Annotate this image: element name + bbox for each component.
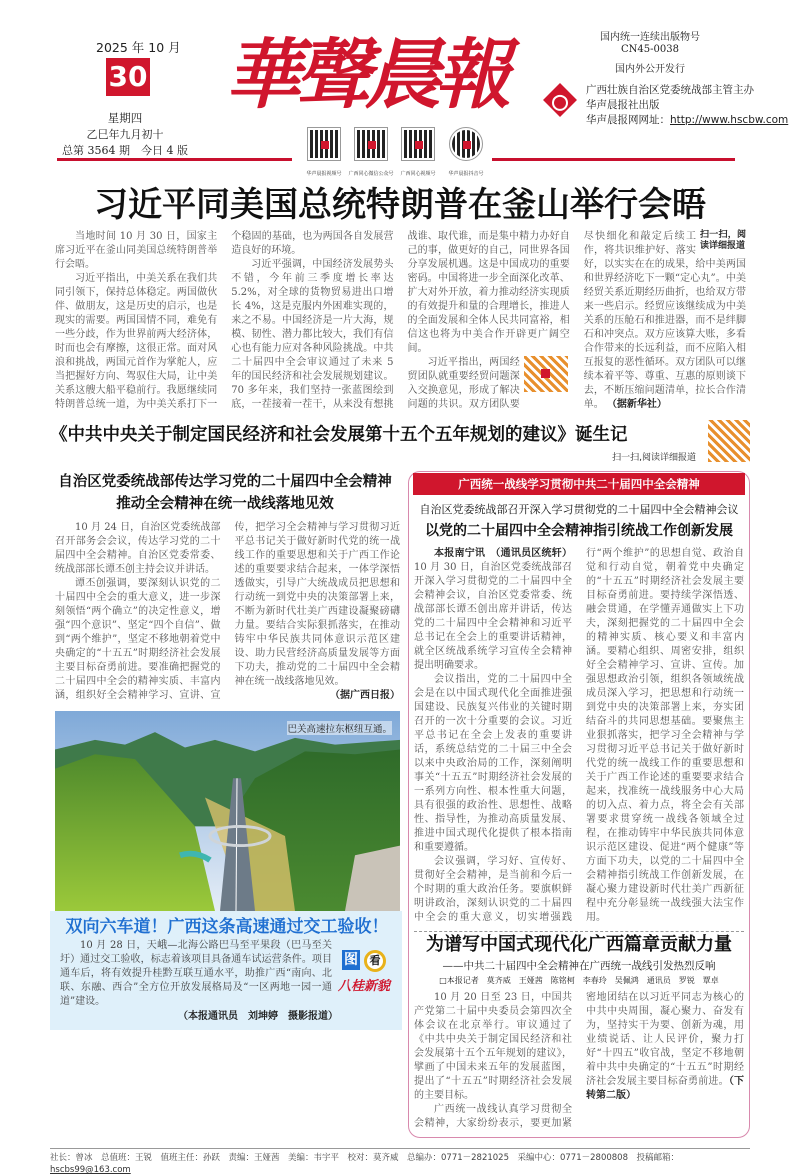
website-label: 华声晨报网网址：: [586, 114, 670, 126]
continued-link[interactable]: （下转第二版）: [586, 1076, 745, 1101]
highway-photo-image: [55, 711, 400, 911]
paragraph: [414, 547, 572, 673]
paragraph: 会议强调，学习好、宣传好、贯彻好全会精神，是当前和今后一个时期的重大政治任务。要旗帜鲜明讲政治，深刻认识党的二十届四中全会的重大意义，切实增强践行“两个维护”的思想自觉、政治自觉和行动自觉，朝着党中央确定的“十五五”时期经济社会发展主要目标奋勇前进。要持续学深悟透、融会贯通，在学懂弄通做实上下功夫，深刻把握党的二十届四中全会的精神实质、核心要义和丰富内涵。要精心组织、周密安排，组织好全会精神学习、宣讲、宣传。加强思想政治引领，组织各领域统战成员深入学习，把思想和行动统一到党中央的决策部署上来，夯实团结奋斗的共同思想基础。要聚焦主业狠抓落实，把学习全会精神与学习贯彻习近平总书记关于做好新时代党的统一战线工作的重要思想和关于广西工作论述的重要要求结合起来，找准统一战线服务中心大局的切入点、着力点，将全会有关部署要求贯穿统一战线各领域全过程，在推动铸牢中华民族共同体意识示范区建设、促进“两个健康”等方面下功夫，以党的二十届四中全会精神指引统战工作创新发展，在凝心聚力建设新时代壮美广西新征程中充分彰显统一战线强大法宝作用。: [414, 548, 744, 923]
qr-caption: 扫一扫,阅读详细报道: [612, 453, 696, 463]
qr-caption: 广西同心微信公众号: [348, 171, 394, 177]
paragraph: 10 月 28 日，天峨—北海公路巴马至平果段（巴马至关圩）通过交工验收，标志着该项目具备通车试运营条件。项目通车后，将有效提升桂黔互联互通水平，助推广西“南向、北联、东融、西合”全方位开放发展格局及“一区两地一园一通道”建设。: [60, 940, 332, 1007]
feature-subheadline: ——中共二十届四中全会精神在广西统一战线引发热烈反响: [442, 960, 716, 972]
feature-body: [414, 991, 744, 1131]
header-rule-left: [57, 158, 292, 161]
edition-year-month: 2025 年 10 月: [96, 40, 181, 55]
second-headline[interactable]: 《中共中央关于制定国民经济和社会发展第十五个五年规划的建议》诞生记: [50, 425, 628, 445]
photo-feature-title: 双向六车道！广西这条高速通过交工验收！: [65, 917, 389, 937]
article-source-line: [235, 689, 401, 703]
edition-day: 30: [106, 58, 150, 96]
left-headline-line1: 自治区党委统战部传达学习党的二十届四中全会精神: [58, 474, 392, 490]
left-article-body: [55, 521, 400, 703]
right-article-body: [414, 547, 744, 925]
credits-text: 社长：曾冰 总值班：王锐 值班主任：孙跃 责编：王娅茜 美编：韦宇平 校对：莫齐威 总编办：0771－2821025 采编中心：0771－2800808 投稿邮箱：: [50, 1153, 679, 1163]
weekday: 星期四: [107, 111, 143, 125]
lead-article-body: [55, 230, 746, 412]
right-section-box: [408, 471, 750, 1138]
section-band: 广西统一战线学习贯彻中共二十届四中全会精神: [413, 473, 745, 495]
qr-code-icon[interactable]: [355, 128, 387, 160]
photo-caption: 巴关高速拉东枢纽互通。: [287, 721, 392, 735]
qr-caption: 广西同心视频号: [400, 171, 436, 177]
second-headline-row: [50, 420, 750, 463]
header-rule-right: [492, 158, 735, 161]
lead-headline: 习近平同美国总统特朗普在釜山举行会晤: [94, 185, 706, 225]
cn-number: CN45-0038: [621, 44, 679, 55]
issn-label: 国内统一连续出版物号: [600, 32, 700, 43]
left-headline-line2: 推动全会精神在统一战线落地见效: [116, 496, 334, 512]
qr-code-icon[interactable]: [708, 420, 750, 462]
paragraph: 谭丕创强调，要深刻认识党的二十届四中全会的重大意义，进一步深刻领悟“两个确立”的决定性意义，增强“四个意识”、坚定“四个自信”、做到“两个维护”，坚定不移地朝着党中央确定的“十五五”时期经济社会发展主要目标奋勇前进。要准确把握党的二十届四中全会的精神实质、丰富内涵，组织好全会精神学习、宣讲、宣传，把学习全会精神与学习贯彻习近平总书记关于做好新时代党的统一战线工作的重要思想和关于广西工作论述的重要要求结合起来，一体学深悟透做实，引导广大统战成员把思想和行动统一到党中央的决策部署上来，不断为新时代壮美广西建设凝聚磅礴力量。要结合实际狠抓落实，在推动铸牢中华民族共同体意识示范区建设、助力民营经济高质量发展等方面下功夫，推动党的二十届四中全会精神在统一战线落地见效。: [55, 522, 400, 701]
qr-caption: 华声晨报抖音号: [448, 171, 484, 177]
email-link[interactable]: hscbs99@163.com: [50, 1165, 131, 1175]
photo-feature-text: [60, 939, 332, 1009]
article-source: （据新华社）: [606, 399, 667, 410]
website-line: [586, 112, 788, 127]
paragraph: 习近平强调，中国经济发展势头不错，今年前三季度增长率达 5.2%，对全球的货物贸易进出口增长 4%，这是克服内外困难实现的，来之不易。中国经济是一片大海，规模、韧性、潜力都比较大，我们有信心也有能力应对各种风险挑战。中共二十届四中全会审议通过了未来 5 年的国民经济和社会发展规划建议。70 多年来，我们坚持一张蓝图绘到底，一茬接着一茬干，从来没有想挑战谁、取代谁，而是集中精力办好自己的事，做更好的自己，同世界各国分享发展机遇。这是中国成功的重要密码。中国将进一步全面深化改革、扩大对外开放，着力推动经济实现质的有效提升和量的合理增长，推进人的全面发展和全体人民共同富裕，相信这也将为中美合作开辟更广阔空间。: [231, 231, 570, 410]
second-headline-wrap: [50, 420, 702, 463]
issue-number: 总第 3564 期 今日 4 版: [62, 144, 188, 157]
paragraph-text: 10 月 30 日，自治区党委统战部召开深入学习贯彻党的二十届四中全会精神会议，自治区党委常委、统战部部长谭丕创出席并讲话，传达党的二十届四中全会精神和习近平总书记在全会上的重要讲话精神，就全区统战系统学习宣传全会精神提出明确要求。: [414, 562, 572, 671]
paragraph: 10 月 24 日，自治区党委统战部召开部务会会议，传达学习党的二十届四中全会精神。自治区党委常委、统战部部长谭丕创主持会议并讲话。: [55, 522, 221, 575]
paragraph: 习近平指出，中美关系在我们共同引领下，保持总体稳定。两国做伙伴、做朋友，这是历史的启示，也是现实的需要。两国国情不同，难免有一些分歧，作为世界前两大经济体，时而也会有摩擦，这很正常。面对风浪和挑战，两国元首作为掌舵人，应当把握好方向、驾驭住大局，让中美关系这艘大船平稳前行。我愿继续同特朗普总统一道，为中美关系打下一个稳固的基础，也为两国各自发展营造良好的环境。: [55, 231, 394, 410]
page-content: [50, 184, 750, 1176]
right-article-headline: 以党的二十届四中全会精神指引统战工作创新发展: [425, 523, 733, 539]
paragraph: 会议指出，党的二十届四中全会是在以中国式现代化全面推进强国建设、民族复兴伟业的关键时期召开的一次十分重要的会议。习近平总书记在全会上发表的重要讲话，系统总结党的二十届三中全会以来中央政治局的工作，深刻阐明事关“十五五”时期经济社会发展的一系列方向性、根本性重大问题，具有很强的政治性、思想性、战略性、指导性，为推动高质量发展、推进中国式现代化提供了根本指南和重要遵循。: [414, 674, 572, 853]
badge-char-tu: 图: [344, 952, 358, 968]
column-badge: [338, 950, 394, 998]
qr-code-icon[interactable]: [402, 128, 434, 160]
paragraph-text: 广西统一战线认真学习贯彻全会精神，大家纷纷表示，要更加紧密地团结在以习近平同志为核心的中共中央周围，凝心聚力、奋发有为，坚持实干为要、创新为魂，用业绩说话、让人民评价，聚力打好“十四五”收官战，坚定不移地朝着中共中央确定的“十五五”时期经济社会发展主要目标奋勇前进。: [414, 992, 744, 1129]
photo-feature-row: [60, 939, 394, 1009]
right-article-title: 自治区党委统战部召开深入学习贯彻党的二十届四中全会精神会议: [419, 503, 739, 516]
website-link[interactable]: http://www.hscbw.com: [670, 114, 789, 126]
lower-section: [50, 471, 750, 1138]
qr-code-icon[interactable]: [308, 128, 340, 160]
paragraph: 10 月 20 日至 23 日，中国共产党第二十届中央委员会第四次全体会议在北京举行。审议通过了《中共中央关于制定国民经济和社会发展第十五个五年规划的建议》，擘画了中国未来五年的发展蓝图，提出了“十五五”时期经济社会发展的主要目标。: [414, 992, 572, 1101]
publisher-logo-icon: [543, 83, 577, 117]
feature-byline: □本报记者 莫齐威 王娅茜 陈铭柯 李春玲 吴佩鸿 通讯员 罗锐 覃卓: [439, 976, 719, 985]
paragraph-text: 习近平指出，两国经贸团队就重要经贸问题深入交换意见，形成了解决问题的共识。双方团队要尽快细化和敲定后续工作，将共识维护好、落实好，以实实在在的成果，给中美两国和世界经济吃下一颗“定心丸”。中美经贸关系近期经历曲折，也给双方带来一些启示。经贸应该继续成为中美关系的压舱石和推进器，而不是绊脚石和冲突点。双方应该算大账，多看合作带来的长远利益，而不应陷入相互报复的恶性循环。双方团队可以继续本着平等、尊重、互惠的原则谈下去，不断压缩问题清单，拉长合作清单。: [407, 231, 746, 410]
qr-caption: 华声晨报视频号: [306, 171, 342, 177]
publisher-line: 华声晨报社出版: [586, 99, 660, 111]
photo-credit: （本报通讯员 刘坤婷 摄影报道）: [178, 1011, 338, 1022]
qr-code-icon[interactable]: [450, 128, 482, 160]
publisher-line: 广西壮族自治区党委统战部主管主办: [586, 84, 754, 96]
dateline: 本报南宁讯 （通讯员区统轩）: [434, 548, 572, 559]
badge-text: 八桂新貌: [338, 979, 391, 994]
qr-caption: 扫一扫，阅读详细报道: [700, 230, 746, 251]
left-column: [50, 471, 400, 1030]
footer-credits: [50, 1148, 750, 1176]
distribution: 国内外公开发行: [615, 64, 685, 75]
magnifier-icon: 看: [364, 950, 386, 972]
paragraph: 当地时间 10 月 30 日，国家主席习近平在釜山同美国总统特朗普举行会晤。: [55, 231, 218, 270]
masthead-logo: 華聲晨報: [225, 30, 505, 119]
highway-photo: [55, 711, 400, 911]
qr-code-icon[interactable]: [524, 356, 568, 392]
feature-headline: 为谱写中国式现代化广西篇章贡献力量: [426, 934, 732, 955]
photo-feature-panel: [50, 911, 402, 1030]
lunar-date: 乙巳年九月初十: [86, 128, 164, 141]
article-source: （据广西日报）: [330, 690, 400, 701]
